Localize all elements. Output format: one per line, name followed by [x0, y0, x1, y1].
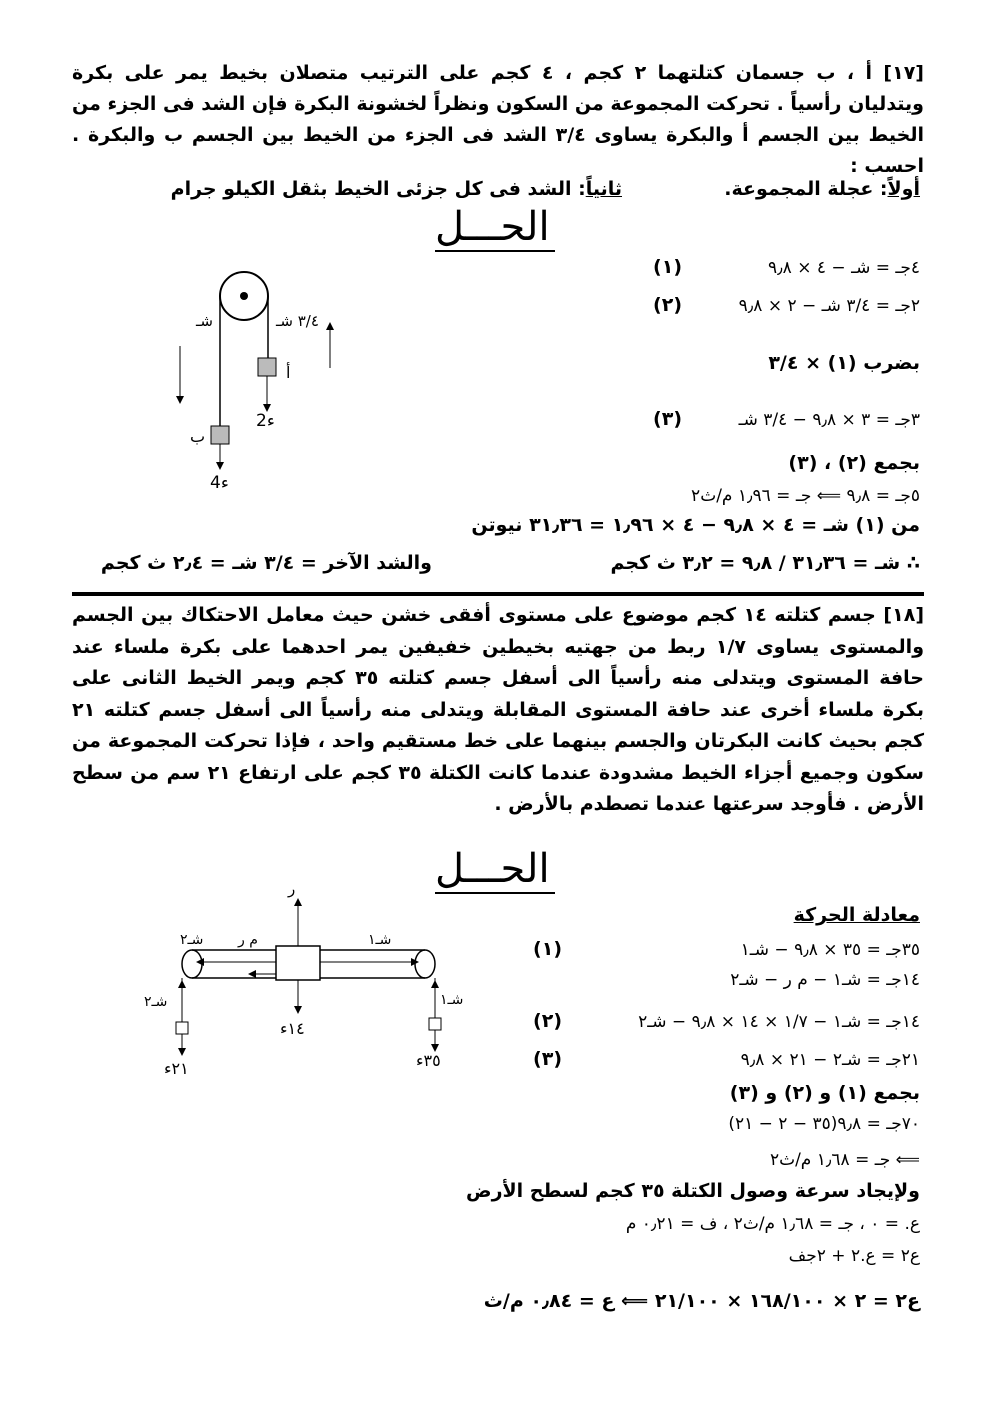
p17-from-1: من (١) شـ = ٤ × ٩٫٨ − ٤ × ١٫٩٦ = ٣١٫٣٦ نيوتن	[471, 514, 920, 536]
weight-b-label: 4ء	[210, 473, 229, 493]
weight-21-label: ٢١ء	[164, 1059, 189, 1078]
p18-eq3: ٢١جـ = شـ٢ − ٢١ × ٩٫٨	[740, 1050, 920, 1070]
t1-side-label: شـ١	[440, 992, 464, 1008]
mass-a-label: أ	[286, 363, 291, 382]
p18-add: بجمع (١) و (٢) و (٣)	[729, 1082, 920, 1104]
p17-multiply: بضرب (١) × ٣/٤	[768, 352, 920, 374]
friction-label: م ر	[238, 932, 258, 948]
requirement-2: ثانياً: الشد فى كل جزئى الخيط بثقل الكيلو جرام	[170, 178, 622, 200]
mass-35-block	[429, 1018, 441, 1030]
mass-b-block	[211, 426, 229, 444]
p17-eq2-num: (٢)	[653, 294, 682, 316]
tension-right-label: ٣/٤ شـ	[276, 312, 319, 330]
p18-eq2: ١٤جـ = شـ١ − ١/٧ × ١٤ × ٩٫٨ − شـ٢	[638, 1012, 920, 1032]
weight-35-label: ٣٥ء	[416, 1051, 441, 1070]
p17-add: بجمع (٢) ، (٣)	[788, 452, 920, 474]
t2-top-label: شـ٢	[180, 932, 204, 948]
normal-label: ر	[288, 880, 296, 898]
requirement-1: أولاً: عجلة المجموعة.	[724, 178, 920, 200]
p17-eq1-num: (١)	[653, 256, 682, 278]
p18-final: ع٢ = ٢ × ١٦٨/١٠٠ × ٢١/١٠٠ ⟸ ع = ٠٫٨٤ م/ث	[483, 1290, 920, 1312]
weight-a-label: 2ء	[256, 411, 275, 431]
p17-tension-result: ∴ شـ = ٣١٫٣٦ / ٩٫٨ = ٣٫٢ ث كجم	[610, 552, 920, 574]
p18-eq2-num: (٢)	[533, 1010, 562, 1032]
problem-17-statement: [١٧] أ ، ب جسمان كتلتهما ٢ كجم ، ٤ كجم على الترتيب متصلان بخيط يمر على بكرة ويتدليان رأسياً . تحركت المجموعة من السكون ونظراً لخشونة البكرة فإن الشد فى الجزء من الخيط بين الجسم أ والبكرة يساوى ٣/٤ الشد فى الجزء من الخيط بين الجسم ب والبكرة . احسب :	[72, 62, 924, 177]
t1-top-label: شـ١	[368, 932, 392, 948]
p18-eq1-num: (١)	[533, 938, 562, 960]
p18-eq1: ٣٥جـ = ٣٥ × ٩٫٨ − شـ١	[740, 940, 920, 960]
p18-sum: ٧٠جـ = ٩٫٨(٣٥ − ٢ − ٢١)	[728, 1114, 920, 1134]
p17-eq3: ٣جـ = ٣ × ٩٫٨ − ٣/٤ شـ	[738, 410, 920, 430]
p18-eq3-num: (٣)	[533, 1048, 562, 1070]
p18-givens: ع. = ٠ ، جـ = ١٫٦٨ م/ث٢ ، ف = ٠٫٢١ م	[625, 1214, 920, 1234]
p17-other-tension: والشد الآخر = ٣/٤ شـ = ٢٫٤ ث كجم	[100, 552, 432, 574]
mass-b-label: ب	[190, 427, 206, 446]
p18-find: ولإيجاد سرعة وصول الكتلة ٣٥ كجم لسطح الأرض	[466, 1180, 920, 1202]
p17-eq1: ٤جـ = شـ − ٤ × ٩٫٨	[768, 258, 920, 278]
mass-a-block	[258, 358, 276, 376]
t2-side-label: شـ٢	[144, 994, 168, 1010]
p17-acceleration: ٥جـ = ٩٫٨ ⟸ جـ = ١٫٩٦ م/ث٢	[691, 486, 920, 506]
mass-21-block	[176, 1022, 188, 1034]
solution-header-18: الحـــل	[435, 846, 550, 892]
section-divider	[72, 592, 924, 596]
p18-motion-label: معادلة الحركة	[793, 904, 920, 926]
pulley-diagram-17	[160, 268, 360, 498]
weight-14-label: ١٤ء	[280, 1019, 305, 1038]
p18-acceleration: ⟸ جـ = ١٫٦٨ م/ث٢	[769, 1150, 920, 1170]
p18-formula: ع٢ = ع.٢ + ٢جف	[788, 1246, 920, 1266]
p17-eq2: ٢جـ = ٣/٤ شـ − ٢ × ٩٫٨	[738, 296, 920, 316]
table-pulley-diagram-18	[140, 880, 480, 1080]
mass-14-block	[276, 946, 320, 980]
solution-header-17: الحـــل	[435, 204, 550, 250]
tension-left-label: شـ	[196, 312, 213, 330]
problem-18-statement: [١٨] جسم كتلته ١٤ كجم موضوع على مستوى أفقى خشن حيث معامل الاحتكاك بين الجسم والمستوى يساوى ١/٧ ربط من جهتيه بخيطين خفيفين يمر احدهما على بكرة ملساء عند حافة المستوى ويتدلى منه رأسياً الى أسفل جسم كتلته ٣٥ كجم ويمر الخيط الثانى على بكرة ملساء أخرى عند حافة المستوى المقابلة ويتدلى منه رأسياً الى أسفل جسم كتلته ٢١ كجم بحيث كانت البكرتان والجسم بينهما على خط مستقيم واحد ، فإذا تحركت المجموعة من سكون وجميع أجزاء الخيط مشدودة عندما كانت الكتلة ٣٥ كجم على ارتفاع ٢١ سم من سطح الأرض . فأوجد سرعتها عندما تصطدم بالأرض .	[72, 604, 924, 815]
p17-eq3-num: (٣)	[653, 408, 682, 430]
p18-eq-mid: ١٤جـ = شـ١ − م ر − شـ٢	[730, 970, 920, 990]
